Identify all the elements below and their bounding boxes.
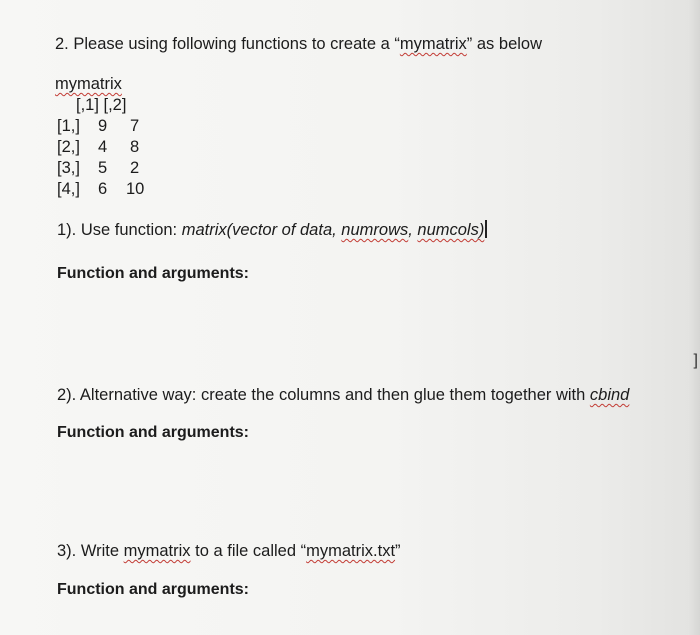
spellcheck-word: mymatrix [123,542,191,560]
page-edge [688,0,700,635]
part-1-instruction[interactable]: 1). Use function: matrix(vector of data, numrows, numcols) [57,220,487,240]
spellcheck-word: mymatrix.txt [306,542,396,560]
part-2-instruction: 2). Alternative way: create the columns and then glue them together with cbind [57,386,630,404]
spellcheck-word: numcols) [417,221,485,239]
part-3-instruction: 3). Write mymatrix to a file called “mymatrix.txt” [57,542,401,560]
spellcheck-word: cbind [589,386,630,404]
matrix-cell: 2 [130,159,140,177]
part-2-answer-label: Function and arguments: [57,424,249,441]
text-cursor [485,220,487,238]
matrix-cell: 4 [98,138,108,156]
part-1-answer-label: Function and arguments: [57,265,249,282]
matrix-column-header: [,1] [,2] [76,96,127,114]
matrix-row-label: [3,] [57,159,80,177]
matrix-row-label: [2,] [57,138,80,156]
edge-glyph: ] [693,352,698,369]
part-3-answer-label: Function and arguments: [57,581,249,598]
matrix-cell: 8 [130,138,140,156]
spellcheck-word: numrows [341,221,409,239]
matrix-row-label: [1,] [57,117,80,135]
matrix-cell: 5 [98,159,108,177]
matrix-cell: 9 [98,117,108,135]
matrix-cell: 6 [98,180,108,198]
spellcheck-word: mymatrix [399,35,467,53]
matrix-name: mymatrix [55,75,122,93]
question-2-heading: 2. Please using following functions to create a “mymatrix” as below [55,35,542,53]
matrix-row-label: [4,] [57,180,80,198]
matrix-cell: 7 [130,117,140,135]
matrix-cell: 10 [126,180,145,198]
